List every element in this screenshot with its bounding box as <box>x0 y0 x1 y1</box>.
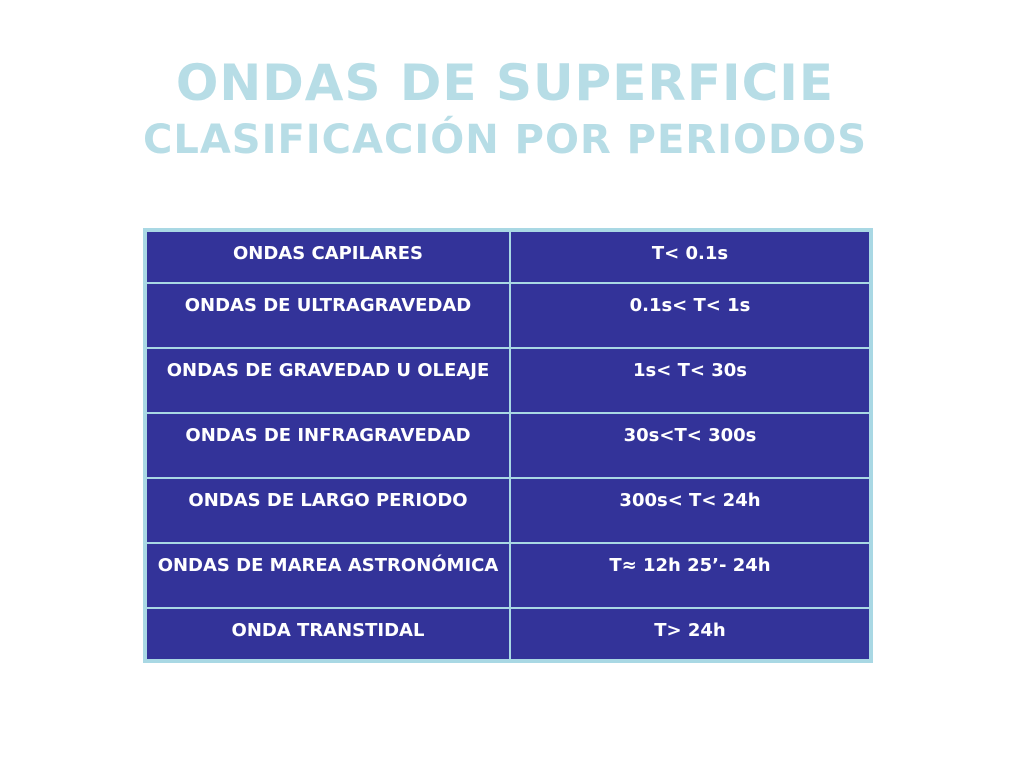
period-cell: T≈ 12h 25’- 24h <box>510 543 870 608</box>
period-cell: T> 24h <box>510 608 870 660</box>
table-row <box>146 348 870 413</box>
table-row <box>146 413 870 478</box>
table-row <box>146 283 870 348</box>
table-row <box>146 231 870 283</box>
wave-type-cell: ONDAS DE MAREA ASTRONÓMICA <box>146 543 510 608</box>
wave-period-table <box>143 228 873 663</box>
wave-type-cell: ONDAS DE INFRAGRAVEDAD <box>146 413 510 478</box>
title-main: ONDAS DE SUPERFICIE <box>175 54 835 112</box>
wave-type-cell: ONDAS DE ULTRAGRAVEDAD <box>146 283 510 348</box>
period-cell: T< 0.1s <box>510 231 870 283</box>
period-cell: 30s<T< 300s <box>510 413 870 478</box>
wave-type-cell: ONDAS DE GRAVEDAD U OLEAJE <box>146 348 510 413</box>
table-row <box>146 543 870 608</box>
title-subtitle: CLASIFICACIÓN POR PERIODOS <box>142 117 868 163</box>
period-cell: 0.1s< T< 1s <box>510 283 870 348</box>
table-row <box>146 478 870 543</box>
wave-type-cell: ONDAS DE LARGO PERIODO <box>146 478 510 543</box>
wave-type-cell: ONDA TRANSTIDAL <box>146 608 510 660</box>
period-cell: 300s< T< 24h <box>510 478 870 543</box>
slide-title <box>0 54 1010 163</box>
table-row <box>146 608 870 660</box>
wave-type-cell: ONDAS CAPILARES <box>146 231 510 283</box>
period-cell: 1s< T< 30s <box>510 348 870 413</box>
